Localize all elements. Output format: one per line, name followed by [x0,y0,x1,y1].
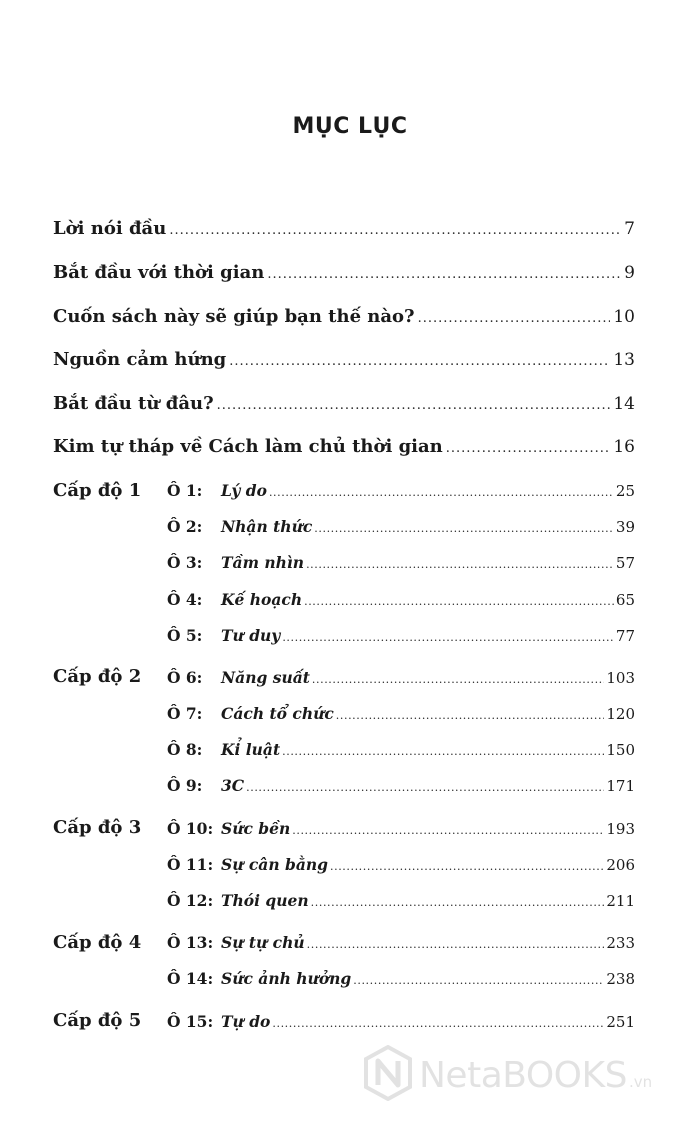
toc-entry-page: 16 [613,437,635,457]
toc-sub-name: Tự do [221,1012,271,1031]
toc-sub-page: 206 [606,856,635,874]
dot-leader [217,398,611,413]
toc-sub-entry[interactable] [167,553,635,577]
page-title: MỤC LỤC [292,114,408,139]
toc-sub-page: 150 [606,741,635,759]
toc-sub-name: Sức bền [221,819,291,838]
dot-leader [269,486,614,499]
toc-entry-page: 13 [613,350,635,370]
toc-sub-num: Ô 10: [167,819,214,838]
toc-entry-label: Bắt đầu với thời gian [53,262,265,283]
netabooks-watermark [363,1045,683,1105]
toc-sub-entry[interactable] [167,704,635,728]
toc-sub-page: 120 [606,705,635,723]
toc-sub-name: Lý do [221,481,267,500]
toc-entry-label: Cuốn sách này sẽ giúp bạn thế nào? [53,306,415,327]
watermark-suffix: .vn [628,1073,653,1091]
dot-leader [272,1017,604,1030]
dot-leader [330,860,604,873]
toc-sub-page: 193 [606,820,635,838]
watermark-text: NetaBOOKS [419,1054,627,1096]
level-heading-2: Cấp độ 2 [53,666,142,687]
toc-entry-page: 10 [613,307,635,327]
toc-entry-label: Nguồn cảm hứng [53,349,227,370]
toc-sub-num: Ô 2: [167,517,203,536]
dot-leader [282,631,614,644]
toc-entry-label: Kim tự tháp về Cách làm chủ thời gian [53,436,443,457]
toc-sub-name: Thói quen [221,891,309,910]
toc-sub-page: 77 [615,627,635,645]
toc-sub-num: Ô 5: [167,626,203,645]
dot-leader [336,709,605,722]
toc-sub-entry[interactable] [167,590,635,614]
toc-entry-bat-dau-tu-dau[interactable] [53,393,635,419]
dot-leader [306,558,614,571]
toc-sub-num: Ô 6: [167,668,203,687]
dot-leader [307,938,605,951]
toc-sub-num: Ô 8: [167,740,203,759]
toc-sub-entry[interactable] [167,1012,635,1036]
dot-leader [418,311,611,326]
toc-sub-page: 171 [606,777,635,795]
level-heading-5: Cấp độ 5 [53,1010,142,1031]
toc-sub-page: 238 [606,970,635,988]
toc-sub-num: Ô 9: [167,776,203,795]
toc-sub-name: Tầm nhìn [221,553,305,572]
dot-leader [292,824,604,837]
dot-leader [246,781,604,794]
toc-sub-entry[interactable] [167,481,635,505]
toc-entry-page: 7 [624,219,635,239]
dot-leader [446,441,611,456]
toc-sub-entry[interactable] [167,891,635,915]
toc-sub-entry[interactable] [167,819,635,843]
toc-sub-name: Sự tự chủ [221,933,305,952]
toc-sub-num: Ô 13: [167,933,214,952]
toc-sub-name: Tư duy [221,626,281,645]
toc-sub-num: Ô 15: [167,1012,214,1031]
toc-sub-entry[interactable] [167,626,635,650]
toc-sub-entry[interactable] [167,776,635,800]
toc-sub-name: Sức ảnh hưởng [221,969,352,988]
toc-sub-name: Sự cân bằng [221,855,328,874]
toc-sub-entry[interactable] [167,933,635,957]
toc-entry-page: 14 [613,394,635,414]
dot-leader [353,974,604,987]
toc-sub-num: Ô 11: [167,855,214,874]
toc-entry-bat-dau-voi-thoi-gian[interactable] [53,262,635,288]
toc-sub-num: Ô 12: [167,891,214,910]
toc-entry-label: Bắt đầu từ đâu? [53,393,214,414]
toc-sub-name: Nhận thức [221,517,313,536]
toc-sub-name: Cách tổ chức [221,704,334,723]
toc-sub-page: 39 [615,518,635,536]
level-heading-3: Cấp độ 3 [53,817,142,838]
neta-n-hexagon-icon [363,1045,413,1105]
toc-entry-kim-tu-thap[interactable] [53,436,635,462]
toc-entry-nguon-cam-hung[interactable] [53,349,635,375]
toc-sub-entry[interactable] [167,969,635,993]
toc-sub-name: Kế hoạch [221,590,303,609]
toc-sub-name: 3C [221,776,245,795]
dot-leader [304,595,614,608]
toc-sub-num: Ô 3: [167,553,203,572]
level-heading-4: Cấp độ 4 [53,932,142,953]
dot-leader [169,223,621,238]
toc-sub-num: Ô 7: [167,704,203,723]
dot-leader [229,354,610,369]
toc-entry-cuon-sach[interactable] [53,306,635,332]
dot-leader [314,522,614,535]
dot-leader [311,896,605,909]
toc-sub-page: 57 [615,554,635,572]
toc-sub-name: Kỉ luật [221,740,281,759]
toc-sub-entry[interactable] [167,740,635,764]
toc-sub-entry[interactable] [167,855,635,879]
toc-sub-page: 211 [606,892,635,910]
dot-leader [267,267,621,282]
toc-sub-num: Ô 14: [167,969,214,988]
toc-entry-page: 9 [624,263,635,283]
toc-sub-num: Ô 4: [167,590,203,609]
toc-entry-loi-noi-dau[interactable] [53,218,635,244]
toc-sub-page: 103 [606,669,635,687]
dot-leader [282,745,604,758]
toc-sub-page: 25 [615,482,635,500]
dot-leader [312,673,604,686]
toc-sub-num: Ô 1: [167,481,203,500]
level-heading-1: Cấp độ 1 [53,480,142,501]
toc-sub-name: Năng suất [221,668,310,687]
toc-sub-page: 65 [615,591,635,609]
toc-sub-entry[interactable] [167,668,635,692]
toc-sub-page: 251 [606,1013,635,1031]
toc-sub-entry[interactable] [167,517,635,541]
toc-entry-label: Lời nói đầu [53,218,167,239]
toc-sub-page: 233 [606,934,635,952]
